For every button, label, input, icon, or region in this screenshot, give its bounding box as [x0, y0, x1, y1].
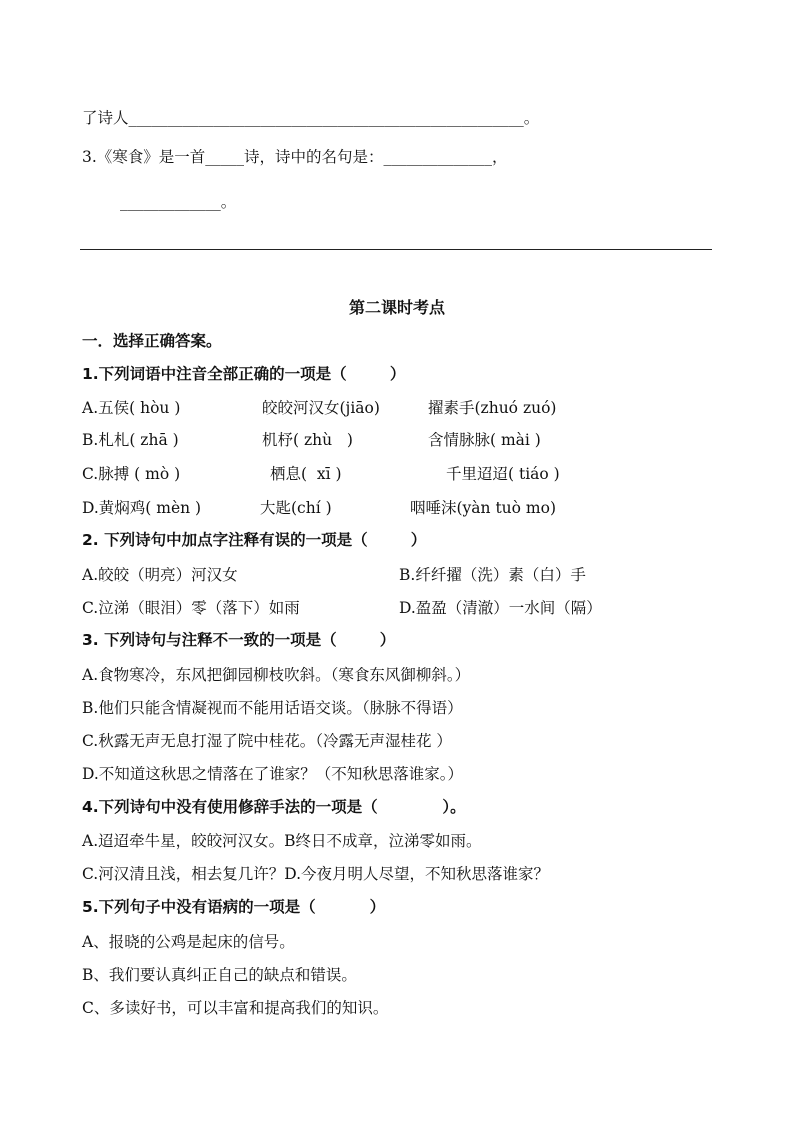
- q1-option-a-3: 擢素手(zhuó zuó): [428, 399, 557, 417]
- intro-line-1: 了诗人___________________________________________________。: [82, 109, 540, 127]
- q3-option-c: C.秋露无声无息打湿了院中桂花。（冷露无声湿桂花 ）: [82, 732, 452, 750]
- q5-option-c: C、多读好书，可以丰富和提高我们的知识。: [82, 999, 389, 1017]
- q1-option-d-3: 咽唾沫(yàn tuò mo): [410, 499, 557, 517]
- q1-option-c-3: 千里迢迢( tiáo ): [446, 465, 560, 483]
- q3-stem: 3. 下列诗句与注释不一致的一项是（ ）: [82, 631, 396, 649]
- section-title: 第二课时考点: [348, 298, 445, 317]
- q1-option-a-2: 皎皎河汉女(jiāo): [262, 399, 380, 417]
- q2-option-d: D.盈盈（清澈）一水间（隔）: [399, 599, 602, 617]
- q1-option-d-2: 大匙(chí ): [260, 499, 332, 517]
- q1-option-b-3: 含情脉脉( mài ): [428, 431, 541, 449]
- section-divider: [80, 249, 712, 250]
- part1-title: 一．选择正确答案。: [82, 332, 222, 350]
- q1-option-b-2: 机杼( zhù ): [262, 431, 353, 449]
- q1-option-b-1: B.札札( zhā ): [82, 431, 179, 449]
- q5-stem: 5.下列句子中没有语病的一项是（ ）: [82, 898, 386, 916]
- intro-line-3: _____________。: [120, 193, 237, 211]
- q2-stem: 2. 下列诗句中加点字注释有误的一项是（ ）: [82, 531, 427, 549]
- q4-option-ab: A.迢迢牵牛星，皎皎河汉女。B终日不成章，泣涕零如雨。: [82, 832, 482, 850]
- q1-option-a-1: A.五侯( hòu ): [82, 399, 181, 417]
- q5-option-b: B、我们要认真纠正自己的缺点和错误。: [82, 966, 357, 984]
- q1-option-c-2: 栖息( xī ): [270, 465, 342, 483]
- q1-option-d-1: D.黄焖鸡( mèn ): [82, 499, 202, 517]
- q3-option-a: A.食物寒冷，东风把御园柳枝吹斜。（寒食东风御柳斜。）: [82, 666, 471, 684]
- q3-option-d: D.不知道这秋思之情落在了谁家？（不知秋思落谁家。）: [82, 765, 464, 783]
- q3-option-b: B.他们只能含情凝视而不能用话语交谈。（脉脉不得语）: [82, 699, 463, 717]
- q2-option-c: C.泣涕（眼泪）零（落下）如雨: [82, 599, 300, 617]
- q1-stem: 1.下列词语中注音全部正确的一项是（ ）: [82, 365, 406, 383]
- intro-question-3: 3.《寒食》是一首_____诗，诗中的名句是：______________，: [82, 148, 508, 166]
- q1-option-c-1: C.脉搏 ( mò ): [82, 465, 181, 483]
- q2-option-a: A.皎皎（明亮）河汉女: [82, 566, 238, 584]
- q5-option-a: A、报晓的公鸡是起床的信号。: [82, 933, 295, 951]
- q4-option-cd: C.河汉清且浅，相去复几许？D.今夜月明人尽望，不知秋思落谁家？: [82, 865, 550, 883]
- q2-option-b: B.纤纤擢（洗）素（白）手: [399, 566, 586, 584]
- q4-stem: 4.下列诗句中没有使用修辞手法的一项是（ ）。: [82, 798, 466, 816]
